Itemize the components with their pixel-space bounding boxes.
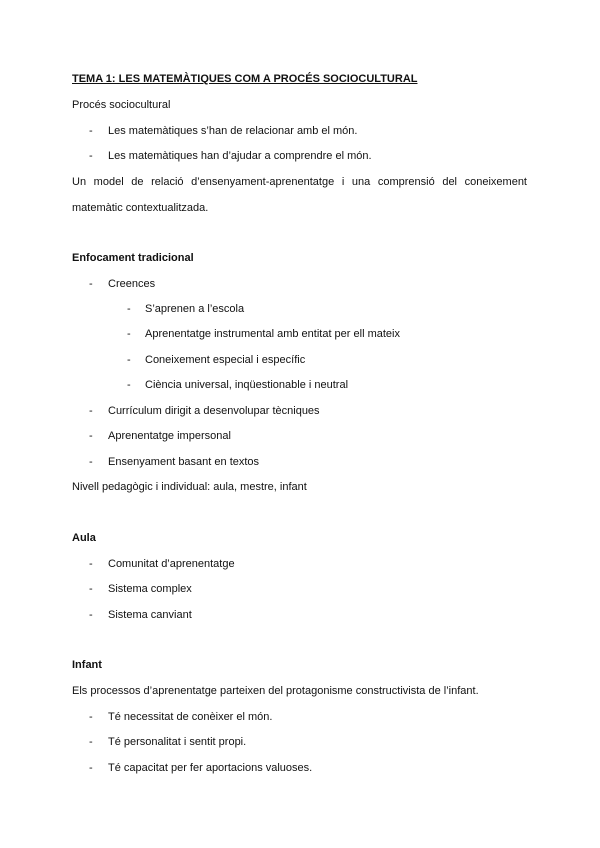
- creences-item-1: S’aprenen a l’escola: [145, 303, 245, 315]
- bullet-dash: -: [89, 762, 93, 774]
- creences-item-2: Aprenentatge instrumental amb entitat per ell mateix: [145, 328, 400, 340]
- bullet-dash: -: [89, 711, 93, 723]
- bullet-dash: -: [89, 278, 93, 290]
- tradicional-item-3: Ensenyament basant en textos: [108, 456, 260, 468]
- bullet-dash: -: [89, 583, 93, 595]
- intro-bullet-2: Les matemàtiques han d’ajudar a comprendre el món.: [108, 150, 372, 162]
- bullet-dash: -: [89, 456, 93, 468]
- sub-bullet-dash: -: [127, 328, 131, 340]
- creences-label: Creences: [108, 278, 156, 290]
- infant-intro: Els processos d’aprenentatge parteixen del protagonisme constructivista de l’infant.: [72, 685, 479, 697]
- model-paragraph-line-1: Un model de relació d’ensenyament-aprenentatge i una comprensió del coneixement: [72, 176, 527, 188]
- sub-bullet-dash: -: [127, 303, 131, 315]
- creences-item-3: Coneixement especial i específic: [145, 354, 306, 366]
- aula-item-1: Comunitat d’aprenentatge: [108, 558, 235, 570]
- infant-item-3: Té capacitat per fer aportacions valuoses.: [108, 762, 313, 774]
- section-heading-aula: Aula: [72, 532, 96, 544]
- bullet-dash: -: [89, 405, 93, 417]
- intro-bullet-1: Les matemàtiques s’han de relacionar amb el món.: [108, 125, 358, 137]
- nivell-line: Nivell pedagògic i individual: aula, mestre, infant: [72, 481, 307, 493]
- aula-item-3: Sistema canviant: [108, 609, 192, 621]
- aula-item-2: Sistema complex: [108, 583, 192, 595]
- sub-bullet-dash: -: [127, 379, 131, 391]
- intro-heading: Procés sociocultural: [72, 99, 171, 111]
- bullet-dash: -: [89, 150, 93, 162]
- bullet-dash: -: [89, 558, 93, 570]
- bullet-dash: -: [89, 736, 93, 748]
- infant-item-2: Té personalitat i sentit propi.: [108, 736, 247, 748]
- bullet-dash: -: [89, 430, 93, 442]
- creences-item-4: Ciència universal, inqüestionable i neutral: [145, 379, 349, 391]
- section-heading-infant: Infant: [72, 659, 102, 671]
- page-title: TEMA 1: LES MATEMÀTIQUES COM A PROCÉS SOCIOCULTURAL: [72, 73, 418, 85]
- section-heading-tradicional: Enfocament tradicional: [72, 252, 194, 264]
- model-paragraph-line-2: matemàtic contextualitzada.: [72, 202, 209, 214]
- tradicional-item-1: Currículum dirigit a desenvolupar tècniques: [108, 405, 320, 417]
- bullet-dash: -: [89, 125, 93, 137]
- bullet-dash: -: [89, 609, 93, 621]
- tradicional-item-2: Aprenentatge impersonal: [108, 430, 231, 442]
- infant-item-1: Té necessitat de conèixer el món.: [108, 711, 273, 723]
- sub-bullet-dash: -: [127, 354, 131, 366]
